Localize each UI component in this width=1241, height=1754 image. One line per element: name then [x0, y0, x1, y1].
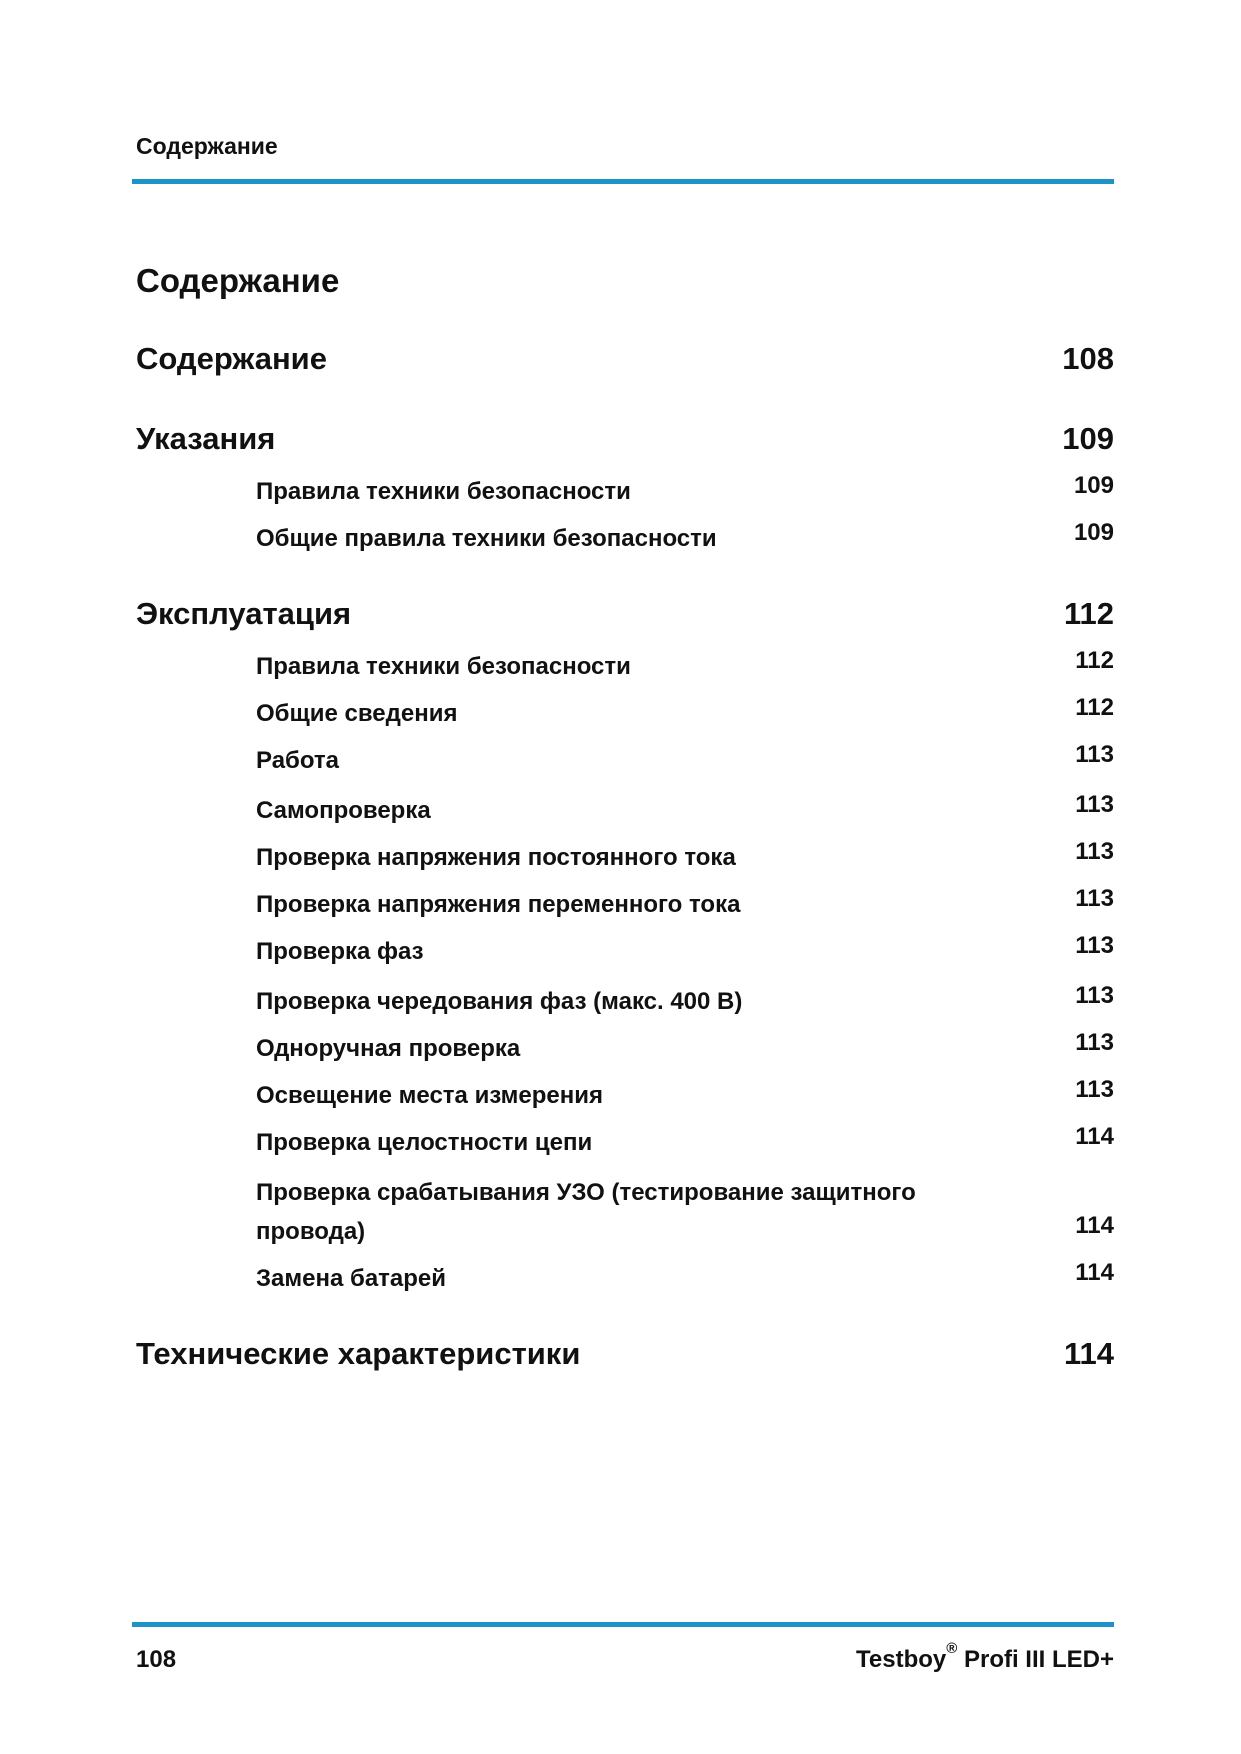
toc-subentry-label: Проверка фаз — [256, 938, 424, 965]
toc-subentry-label: Проверка срабатывания УЗО (тестирование защитного провода) — [256, 1179, 916, 1245]
toc-subentry-label: Замена батарей — [256, 1265, 447, 1292]
toc-entry-label: Эксплуатация — [136, 596, 352, 631]
running-header: Содержание — [136, 133, 278, 159]
toc-subentry-label: Проверка напряжения постоянного тока — [256, 844, 736, 871]
toc-subentry-page: 114 — [1075, 1259, 1114, 1286]
toc-subentry-page: 113 — [1075, 838, 1114, 865]
toc-subentry-label: Самопроверка — [256, 797, 431, 824]
footer-page-number: 108 — [136, 1646, 177, 1673]
footer-divider — [132, 1622, 1114, 1627]
toc-subentry-label: Правила техники безопасности — [256, 653, 631, 680]
toc-subentry-page: 114 — [1075, 1123, 1114, 1150]
toc-subentry-page: 109 — [1073, 519, 1114, 546]
toc-subentry-page: 113 — [1075, 1029, 1114, 1056]
toc-subentry-label: Проверка чередования фаз (макс. 400 В) — [256, 988, 743, 1015]
toc-entry-label: Технические характеристики — [136, 1336, 581, 1371]
toc-subentry-page: 112 — [1075, 694, 1114, 721]
toc-subentry-page: 113 — [1075, 1076, 1114, 1103]
toc-subentry-page: 109 — [1073, 472, 1114, 499]
toc-subentry-page: 113 — [1075, 932, 1114, 959]
toc-subentry-label: Общие правила техники безопасности — [256, 525, 717, 552]
footer-product-name — [856, 1640, 1114, 1674]
toc-entry-page: 108 — [1062, 341, 1114, 376]
toc-subentry-page: 113 — [1075, 982, 1114, 1009]
toc-entry-page: 112 — [1063, 596, 1114, 631]
toc-subentry-label: Проверка напряжения переменного тока — [256, 891, 741, 918]
toc-subentry-label: Одноручная проверка — [256, 1035, 521, 1062]
registered-mark: ® — [946, 1640, 958, 1657]
toc-subentry-label: Проверка целостности цепи — [256, 1129, 593, 1156]
model-name: Profi III LED+ — [963, 1646, 1114, 1673]
toc-entry-label: Содержание — [136, 341, 327, 376]
toc-subentry-label: Освещение места измерения — [256, 1082, 604, 1109]
toc-entry-page: 109 — [1062, 421, 1114, 456]
header-divider — [132, 179, 1114, 184]
toc-subentry-page: 113 — [1075, 885, 1114, 912]
toc-subentry-page: 113 — [1075, 741, 1114, 768]
toc-subentry-page: 114 — [1075, 1212, 1114, 1239]
toc-entry-page: 114 — [1063, 1336, 1114, 1371]
page-title: Содержание — [136, 262, 340, 299]
toc-subentry-label: Общие сведения — [256, 700, 458, 727]
toc-subentry-label: Правила техники безопасности — [256, 478, 631, 505]
toc-subentry-label: Работа — [256, 747, 340, 774]
toc-entry-label: Указания — [136, 421, 276, 456]
toc-subentry-page: 113 — [1075, 791, 1114, 818]
brand-name: Testboy — [856, 1646, 947, 1673]
toc-subentry-page: 112 — [1075, 647, 1114, 674]
